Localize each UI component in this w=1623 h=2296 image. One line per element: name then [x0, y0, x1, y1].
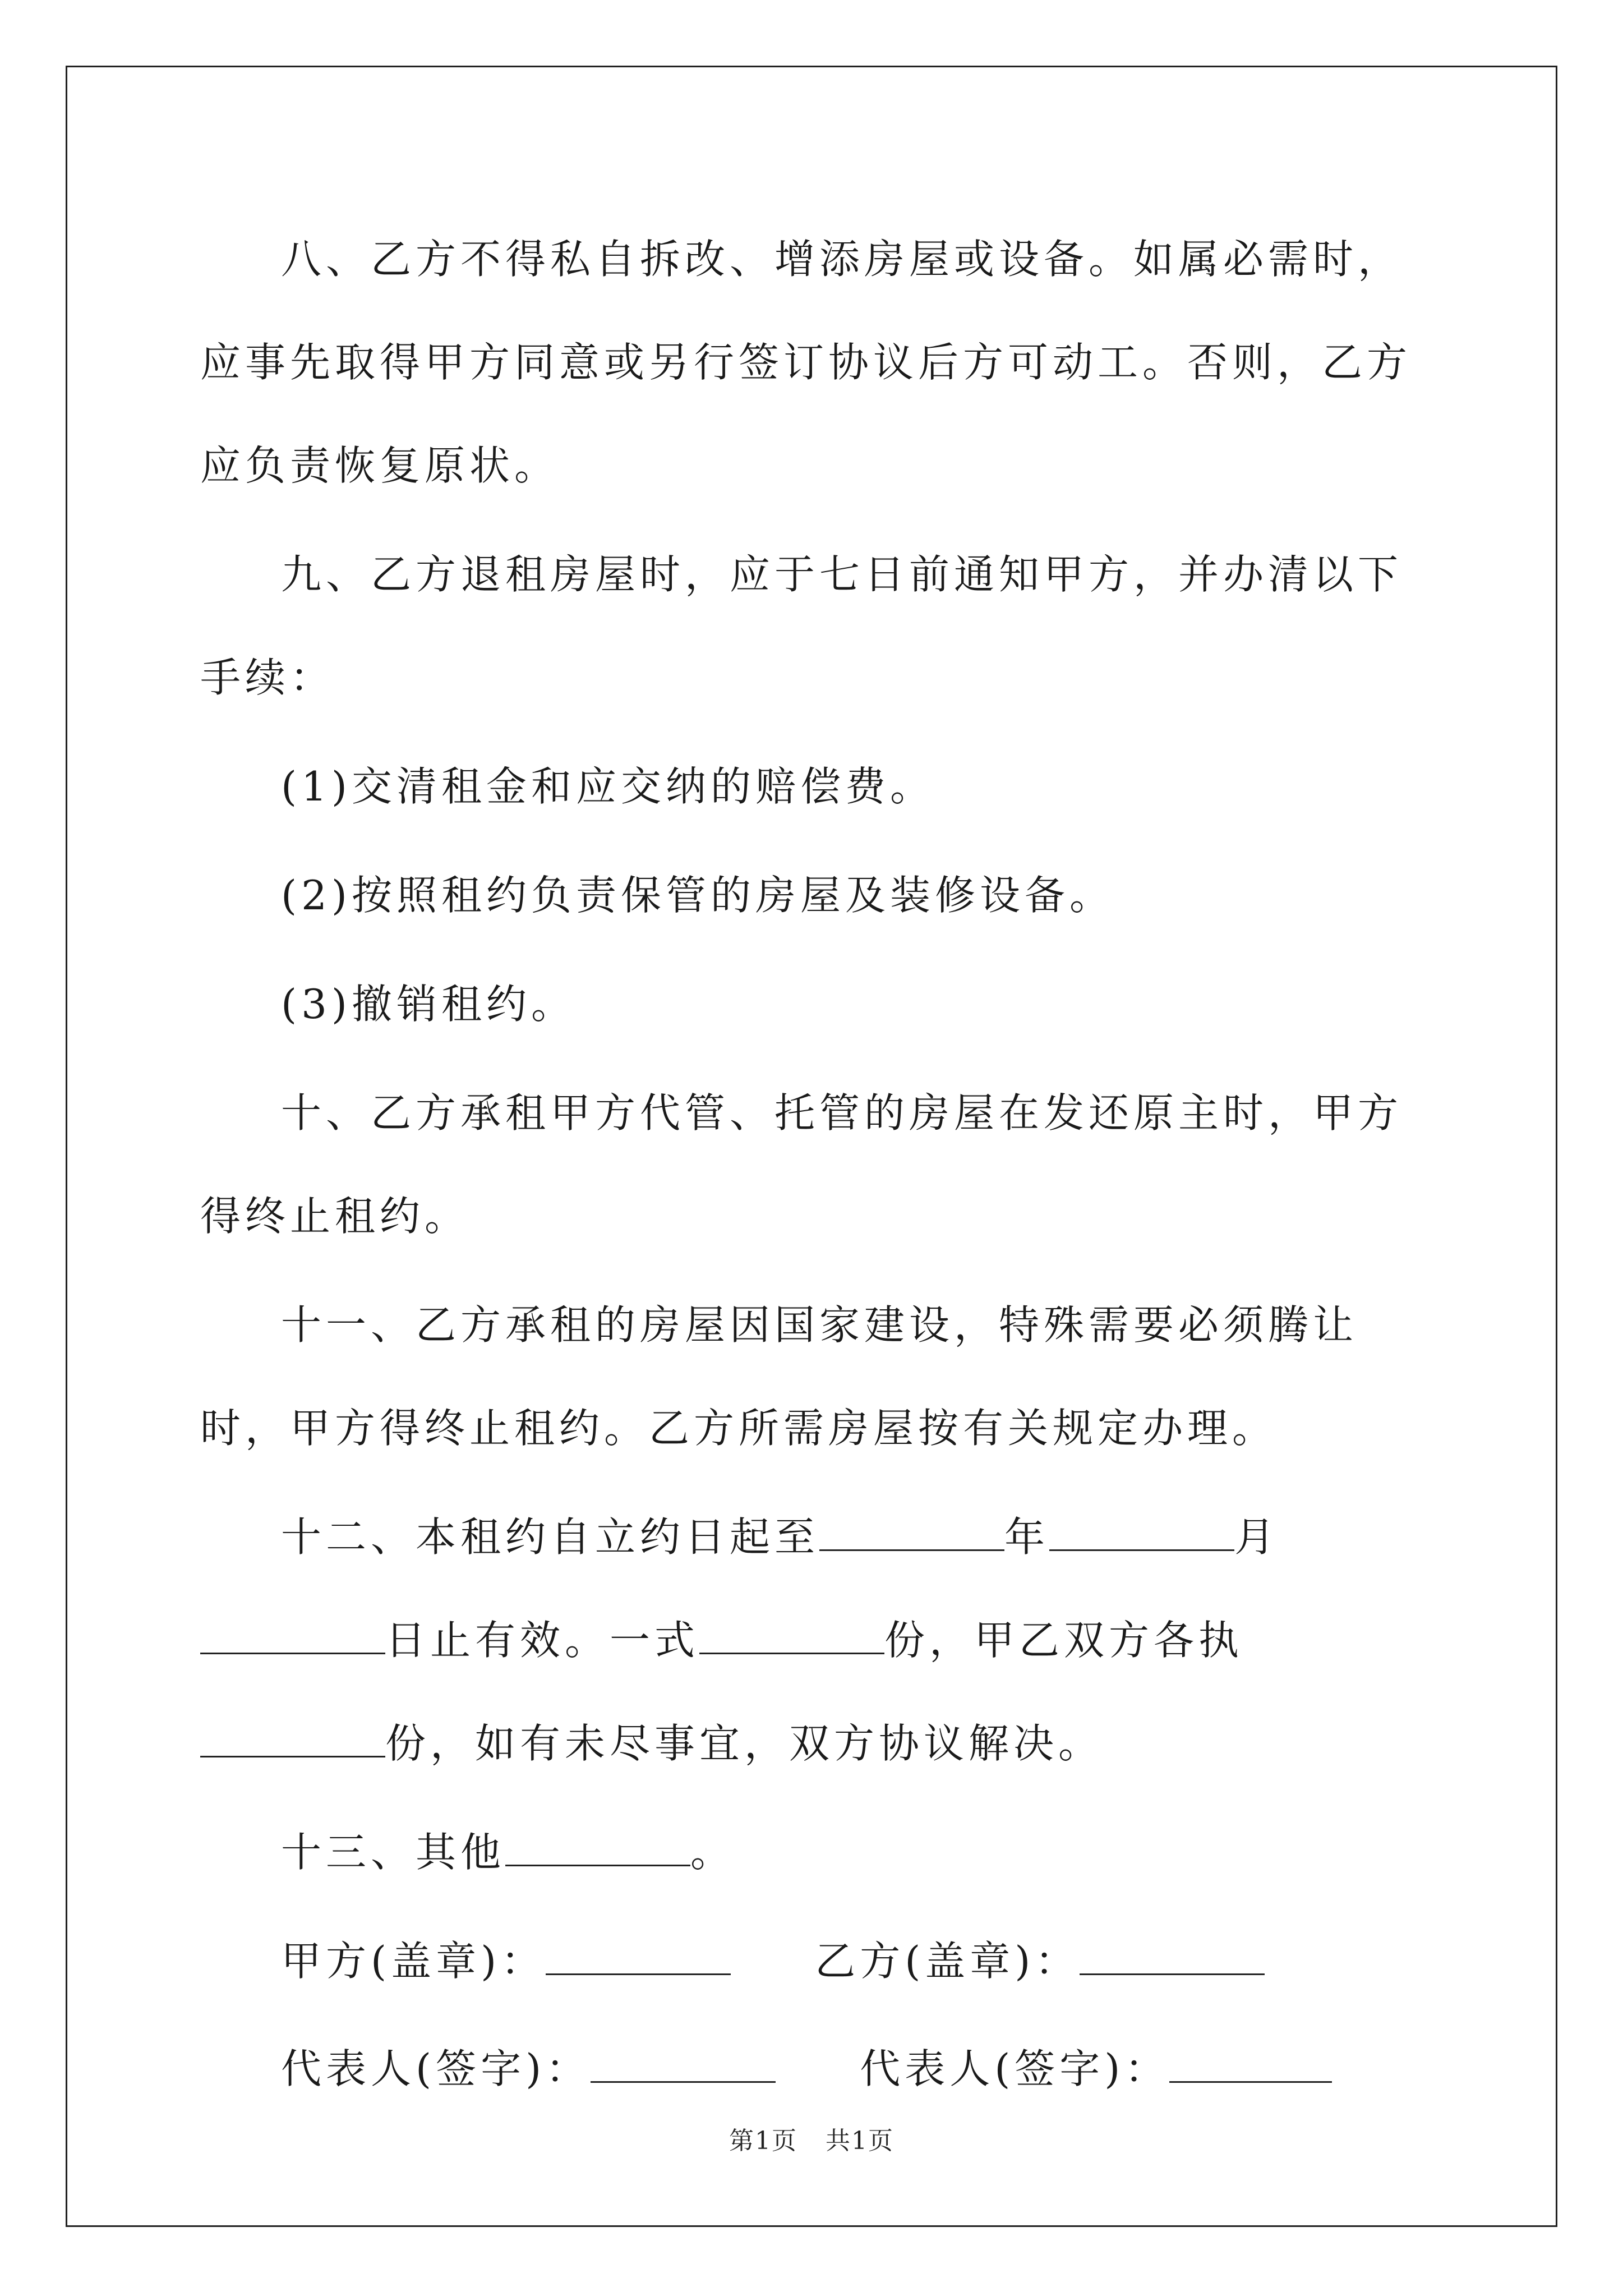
- blank-copies: [699, 1618, 884, 1654]
- party-b-seal-label: 乙方(盖章)：: [815, 1938, 1080, 1985]
- party-a-seal-label: 甲方(盖章)：: [281, 1938, 546, 1985]
- party-b-seal-blank: [1080, 1939, 1265, 1975]
- clause-9: 九、乙方退租房屋时，应于七日前通知甲方，并办清以下手续：: [200, 551, 1403, 701]
- clause-13-text-1: 十三、其他: [281, 1829, 506, 1876]
- clause-12-text-1: 十二、本租约自立约日起至: [281, 1513, 820, 1561]
- party-b-rep-label: 代表人(签字)：: [860, 2045, 1170, 2092]
- clause-12-text-4: 日止有效。一式: [385, 1617, 700, 1664]
- page-footer: [0, 2120, 1623, 2156]
- clause-13-text-2: 。: [690, 1829, 736, 1876]
- clause-9-item-3: (3)撤销租约。: [281, 981, 576, 1028]
- clause-12-text-2: 年: [1004, 1513, 1050, 1561]
- clause-8: 八、乙方不得私自拆改、增添房屋或设备。如属必需时，应事先取得甲方同意或另行签订协议后方可动工。否则，乙方应负责恢复原状。: [200, 236, 1412, 489]
- clause-12-text-6: 份，如有未尽事宜，双方协议解决。: [385, 1720, 1104, 1767]
- blank-other: [505, 1830, 690, 1866]
- representative-row: [200, 2017, 1423, 2120]
- clause-10: 十、乙方承租甲方代管、托管的房屋在发还原主时，甲方得终止租约。: [200, 1089, 1403, 1240]
- document-body: [200, 208, 1423, 2125]
- blank-day: [200, 1618, 385, 1654]
- blank-copies-each: [200, 1721, 385, 1757]
- party-a-seal-blank: [546, 1939, 731, 1975]
- party-b-rep-blank: [1169, 2046, 1332, 2083]
- clause-12-text-5: 份，甲乙双方各执: [884, 1617, 1244, 1664]
- blank-year: [819, 1515, 1004, 1551]
- clause-12-text-3: 月: [1234, 1513, 1280, 1561]
- page-current: 第1页: [729, 2127, 797, 2155]
- clause-12: [200, 1485, 1423, 1795]
- page-total: 共1页: [826, 2127, 894, 2155]
- clause-11: 十一、乙方承租的房屋因国家建设，特殊需要必须腾让时，甲方得终止租约。乙方所需房屋按有关规定办理。: [200, 1301, 1358, 1452]
- clause-9-item-1: (1)交清租金和应交纳的赔偿费。: [281, 763, 935, 810]
- party-a-rep-label: 代表人(签字)：: [281, 2045, 591, 2092]
- clause-13: [200, 1801, 1423, 1904]
- party-a-rep-blank: [591, 2046, 776, 2083]
- seal-row: [200, 1910, 1423, 2013]
- blank-month: [1049, 1515, 1234, 1551]
- clause-9-item-2: (2)按照租约负责保管的房屋及装修设备。: [281, 872, 1114, 919]
